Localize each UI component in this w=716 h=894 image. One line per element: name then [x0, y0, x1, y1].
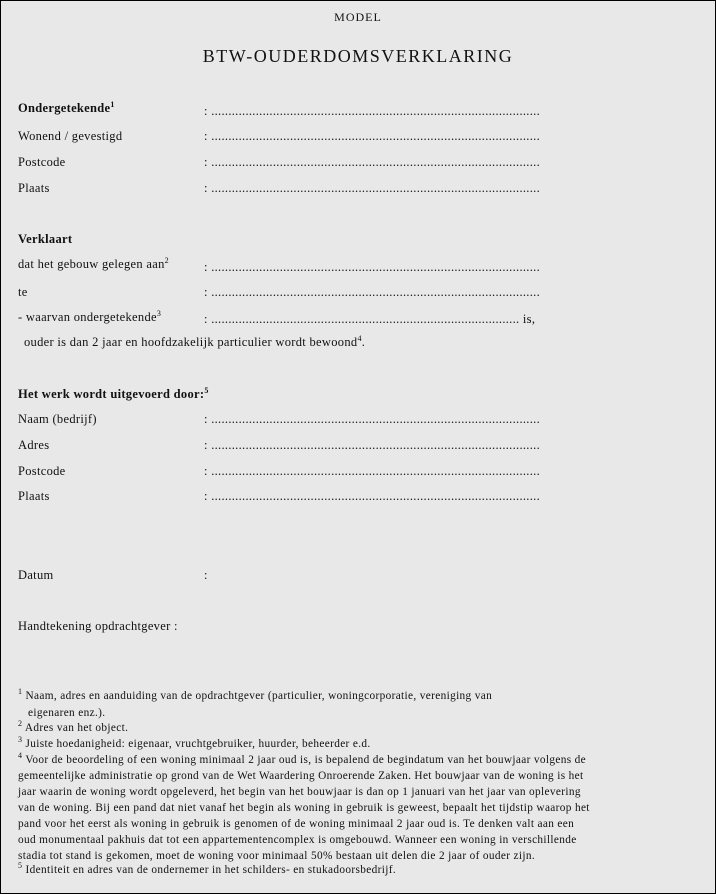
wonend-field[interactable]: : ................................................................................................ — [204, 129, 540, 143]
plaats-field[interactable]: : ................................................................................................ — [204, 181, 540, 195]
footnote-ref-4: 4 — [357, 334, 362, 343]
document-title: BTW-OUDERDOMSVERKLARING — [202, 46, 514, 66]
footnote-ref-3: 3 — [156, 309, 162, 318]
datum-label: Datum — [18, 568, 54, 582]
footnote-4-line: van de woning. Bij een pand dat niet vanaf het begin als woning in gebruik is geweest, bepaalt het tijdstip waarop het — [18, 802, 590, 814]
postcode-bedrijf-field[interactable]: : ................................................................................................ — [204, 464, 540, 478]
adres-label: Adres — [18, 438, 50, 452]
footnote-4-line: stadia tot stand is gekomen, moet de woning voor minimaal 50% bestaan uit delen die 2 jaar of ouder zijn. — [18, 850, 536, 862]
footnote-3: $^3$ Juiste hoedanigheid: eigenaar, vruchtgebruiker, huurder, beheerder e.d. — [18, 735, 371, 750]
wonend-label: Wonend / gevestigd — [18, 129, 123, 143]
ondergetekende-label: Ondergetekende$^1$ — [18, 100, 115, 115]
plaats-bedrijf-label: Plaats — [18, 489, 50, 503]
footnote-5: $^5$ Identiteit en adres van de ondernemer in het schilders- en stukadoorsbedrijf. — [18, 861, 396, 876]
te-field[interactable]: : ................................................................................................ — [204, 285, 540, 299]
footnote-4-line: oud monumentaal pakhuis dat tot een appartementencomplex is omgebouwd. Wanneer een woning in verschillende — [18, 834, 577, 846]
footnote-ref-2: 2 — [164, 256, 169, 265]
is-suffix: is, — [522, 312, 536, 326]
ondergetekende-field[interactable]: : ................................................................................................ — [204, 104, 540, 118]
handtekening-label: Handtekening opdrachtgever : — [18, 619, 178, 633]
waarvan-field[interactable]: : .......................................................................................... is, — [204, 312, 536, 326]
footnote-4-line: gemeentelijke administratie op grond van de Wet Waardering Onroerende Zaken. Het bouwjaar van de woning is het — [18, 770, 584, 782]
footnote-2: $^2$ Adres van het object. — [18, 719, 129, 734]
datum-field[interactable]: : — [204, 568, 208, 582]
footnote-4: $^4$ Voor de beoordeling of een woning minimaal 2 jaar oud is, is bepalend de begindatum van het bouwjaar volgens de — [18, 751, 587, 766]
uitvoerder-heading: Het werk wordt uitgevoerd door:$^5$ — [18, 386, 209, 401]
postcode-field[interactable]: : ................................................................................................ — [204, 155, 540, 169]
footnote-ref-1: 1 — [110, 100, 115, 109]
gebouw-field[interactable]: : ................................................................................................ — [204, 260, 540, 274]
model-label: MODEL — [334, 10, 382, 24]
footnote-4-line: jaar waarin de woning wordt opgeleverd, het begin van het bouwjaar is dan op 1 januari van het jaar van oplevering — [18, 786, 581, 798]
plaats-label: Plaats — [18, 181, 50, 195]
naam-field[interactable]: : ................................................................................................ — [204, 412, 540, 426]
waarvan-label: - waarvan ondergetekende$^3$ — [18, 309, 162, 324]
postcode-label: Postcode — [18, 155, 66, 169]
verklaart-heading: Verklaart — [18, 232, 73, 246]
plaats-bedrijf-field[interactable]: : ................................................................................................ — [204, 489, 540, 503]
footnote-4-line: pand voor het eerst als woning in gebruik is genomen of de woning minimaal 2 jaar oud is. Te denken valt aan een — [18, 818, 575, 830]
postcode-bedrijf-label: Postcode — [18, 464, 66, 478]
te-label: te — [18, 285, 28, 299]
gebouw-label: dat het gebouw gelegen aan$^2$ — [18, 256, 169, 271]
adres-field[interactable]: : ................................................................................................ — [204, 438, 540, 452]
ouder-statement: ouder is dan 2 jaar en hoofdzakelijk particulier wordt bewoond$^4$. — [24, 334, 366, 349]
footnote-1: $^1$ Naam, adres en aanduiding van de opdrachtgever (particulier, woningcorporatie, vereniging van — [18, 687, 493, 702]
footnote-1-continued: eigenaren enz.). — [28, 707, 106, 719]
naam-label: Naam (bedrijf) — [18, 412, 97, 426]
footnote-ref-5: 5 — [204, 386, 209, 395]
